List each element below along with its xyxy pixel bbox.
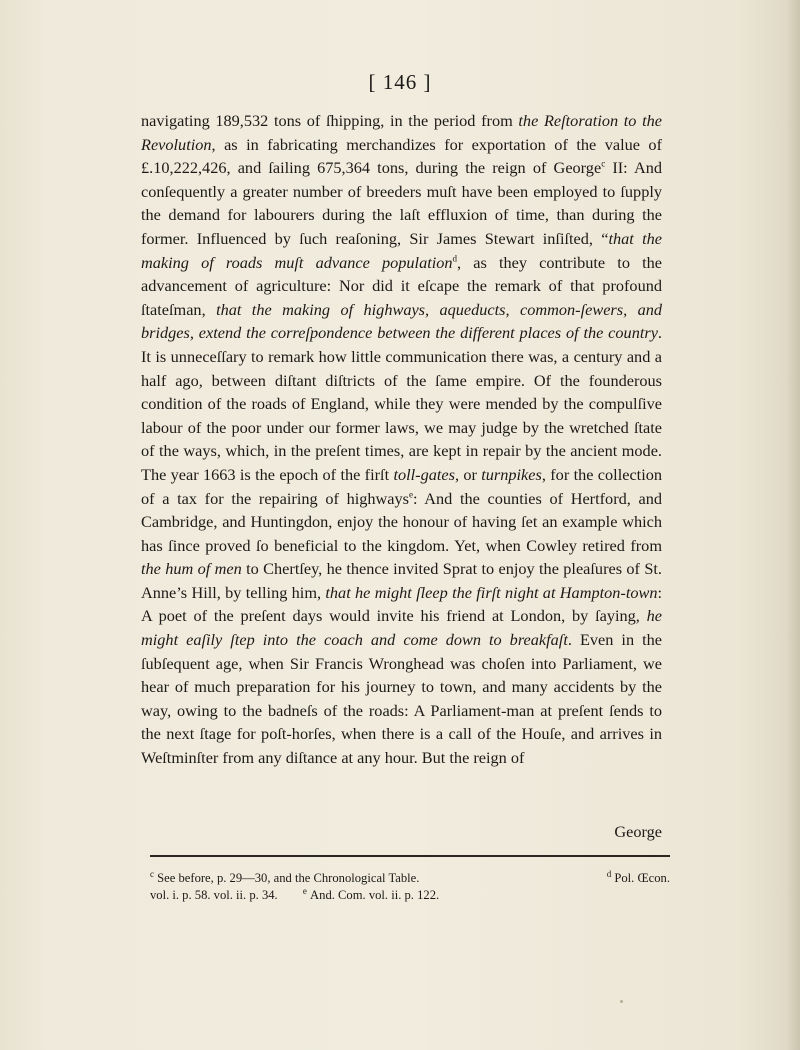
- italic-run: he might eaſily ſtep into the coach and come down to breakfaſt: [141, 606, 662, 650]
- footnote-d: [607, 870, 670, 887]
- footnote-ref-d: d: [452, 253, 458, 264]
- text-run: II: And conſequently a greater number of breeders muſt have been employed to ſupply the demand for labourers during the laſt effluxion of time, than during the former. Influenced by ſuch reaſoning, Sir James Stewart inſiſted, “: [141, 158, 662, 248]
- text-run: navigating 189,532 tons of ſhipping, in the period from: [141, 111, 519, 130]
- main-text: [141, 109, 662, 770]
- page-number: [ 146 ]: [368, 70, 432, 94]
- text-run: to Chertſey, he thence invited Sprat to enjoy the pleaſures of St. Anne’s Hill, by telling him,: [141, 559, 662, 602]
- text-run: . Even in the ſubſequent age, when Sir Francis Wronghead was choſen into Parliament, we hear of much preparation for his journey to town, and many accidents by the way, owing to the badneſs of the roads: A Parliament-man at preſent ſends to the next ſtage for poſt-horſes, when there is a call of the Houſe, and arrives in Weſtminſter from any diſtance at any hour. But the reign of: [141, 630, 662, 768]
- footnote-text: See before, p. 29—30, and the Chronological Table.: [157, 871, 420, 885]
- text-run: , for the collection of a tax for the repairing of highways: [141, 464, 662, 508]
- footnote-mark: c: [150, 868, 154, 879]
- footnote-text: vol. i. p. 58. vol. ii. p. 34.: [150, 888, 278, 902]
- italic-run: toll-gates: [393, 464, 455, 484]
- footnote-e: And. Com. vol. ii. p. 122.: [310, 888, 440, 902]
- footnote-mark: e: [302, 885, 307, 896]
- text-run: , as in fabricating merchandizes for exportation of the value of £.10,222,426, and ſailing 675,364 tons, during the reign of George: [141, 134, 662, 178]
- text-run: : And the counties of Hertford, and Cambridge, and Huntingdon, enjoy the honour of having ſet an example which has ſince proved ſo beneficial to the kingdom. Yet, when Cowley retired from: [141, 488, 663, 555]
- paper-speck: [620, 1000, 623, 1003]
- italic-run: that the making of roads muſt advance population: [141, 228, 662, 272]
- footnote-mark: d: [606, 868, 612, 879]
- text-run: : A poet of the preſent days would invite his friend at London, by ſaying,: [141, 582, 663, 626]
- footnote-c: [150, 870, 419, 887]
- text-run: , as they contribute to the advancement of agriculture: Nor did it eſcape the remark of that profound ſtateſman,: [141, 252, 662, 319]
- paragraph: [141, 109, 662, 770]
- text-run: . It is unneceſſary to remark how little communication there was, a century and a half ago, between diſtant diſtricts of the ſame empire. Of the founderous condition of the roads of England, while they were mended by the compulſive labour of the poor under our former laws, we may judge by the wretched ſtate of the ways, which, in the preſent times, are kept in repair by the ancient mode. The year 1663 is the epoch of the firſt: [141, 323, 662, 484]
- italic-run: that he might ſleep the firſt night at Hampton-town: [325, 582, 658, 602]
- italic-run: the hum of men: [141, 559, 242, 579]
- text-run: , or: [454, 464, 482, 484]
- footnote-text: Pol. Œcon.: [614, 871, 670, 885]
- footnote-line: [150, 887, 670, 904]
- italic-run: turnpikes: [481, 464, 542, 484]
- footnote-ref-c: c: [601, 158, 606, 169]
- footnote-ref-e: e: [408, 489, 413, 500]
- page-edge-shadow: [786, 0, 800, 1050]
- catchword: George: [614, 822, 662, 841]
- footnotes: [150, 870, 670, 904]
- footnote-divider: [150, 855, 670, 857]
- italic-run: the Reſtoration to the Revolution: [141, 111, 662, 154]
- footnote-line: [150, 870, 670, 887]
- italic-run: that the making of highways, aqueducts, common-ſewers, and bridges, extend the correſpondence between the different places of the country: [141, 299, 662, 343]
